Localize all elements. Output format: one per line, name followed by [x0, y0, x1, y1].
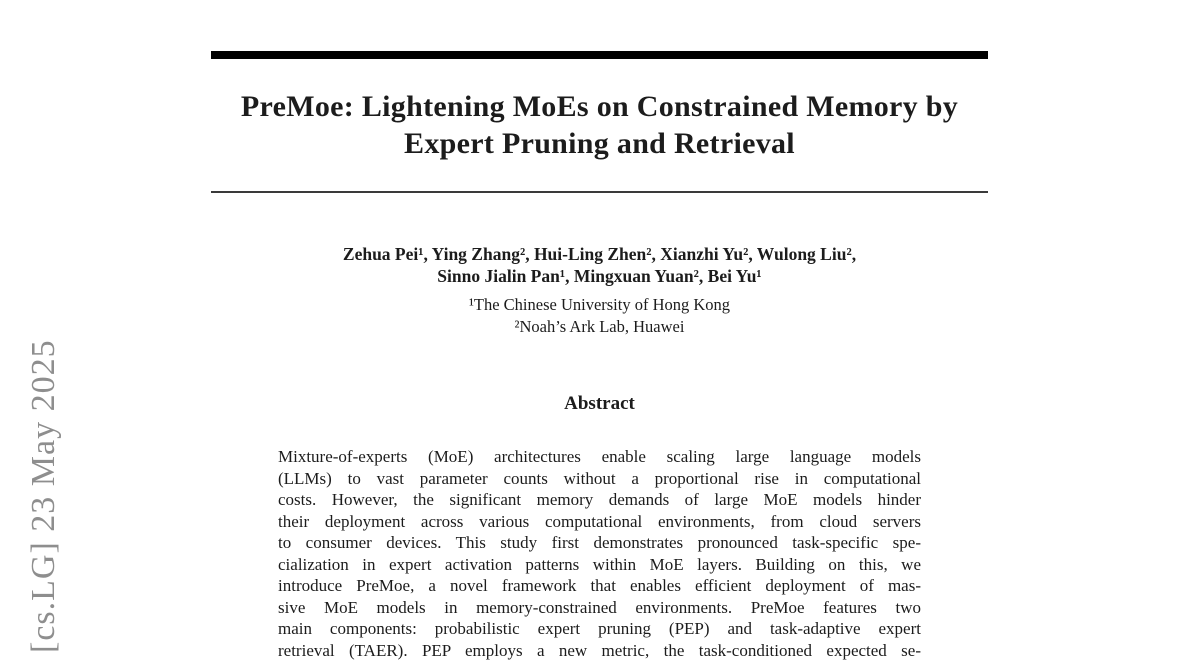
title-separator-rule [211, 191, 988, 193]
affiliation-list: ¹The Chinese University of Hong Kong ²Noah’s Ark Lab, Huawei [468, 295, 731, 336]
abstract-body: Mixture-of-experts (MoE) architectures enable scaling large language models (LLMs) to vast parameter counts without a proportional rise in computational costs. However, the significant memory demands of large MoE models hinder their deployment across various computational environments, from cloud servers to consumer devices. This study first demonstrates pronounced task-specific spe- cialization in expert activation patterns within MoE layers. Building on this, we introduce PreMoe, a novel framework that enables efficient deployment of mas- sive MoE models in memory-constrained environments. PreMoe features two main components: probabilistic expert pruning (PEP) and task-adaptive expert retrieval (TAER). PEP employs a new metric, the task-conditioned expected se- [278, 447, 921, 660]
abstract-heading: Abstract [564, 393, 635, 414]
paper-content-column [211, 51, 988, 661]
arxiv-stamp: [cs.LG] 23 May 2025 [25, 339, 62, 653]
top-rule [211, 51, 988, 59]
paper-title: PreMoe: Lightening MoEs on Constrained Memory by Expert Pruning and Retrieval [240, 90, 959, 160]
author-list: Zehua Pei¹, Ying Zhang², Hui-Ling Zhen², Xianzhi Yu², Wulong Liu², Sinno Jialin Pan¹, Mingxuan Yuan², Bei Yu¹ [342, 244, 857, 286]
